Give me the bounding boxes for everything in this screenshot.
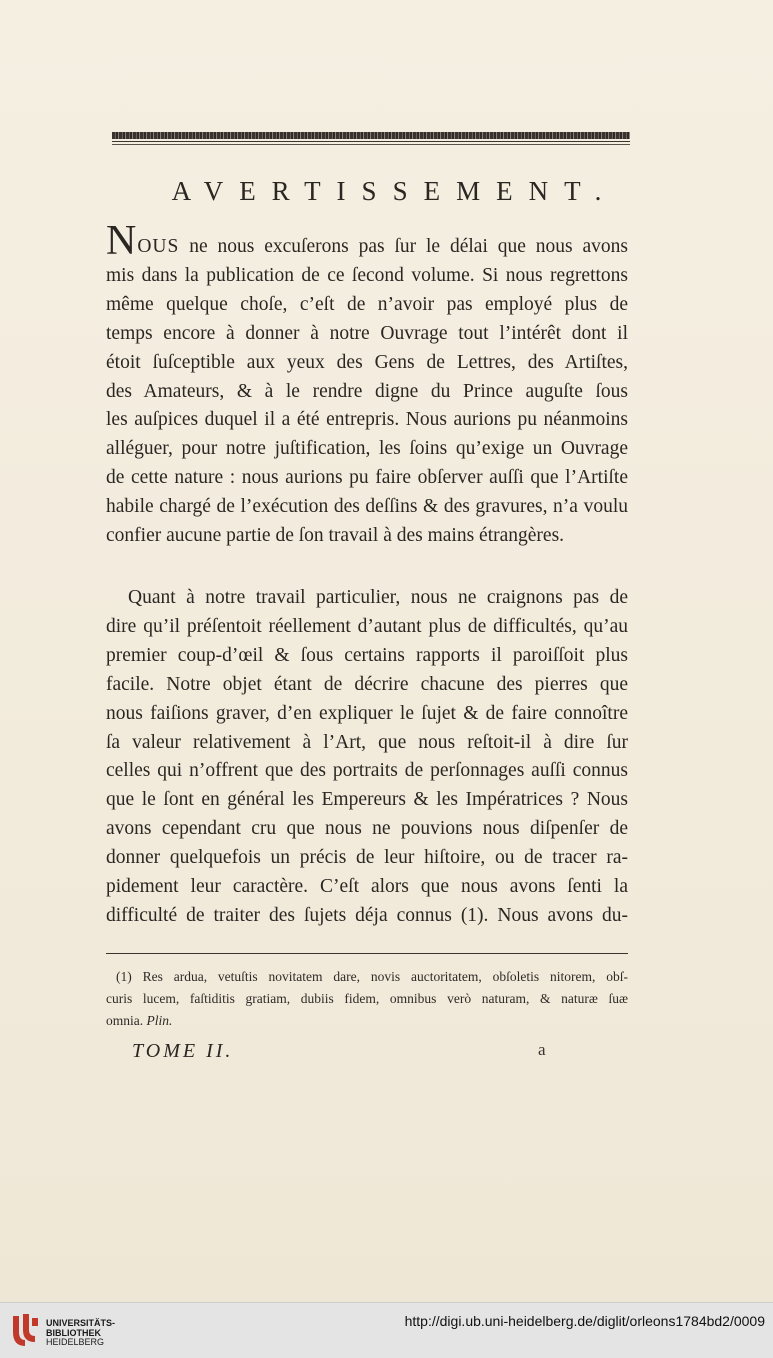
sheet-signature: a xyxy=(538,1040,546,1059)
paragraph-line: ſa valeur relativement à l’Art, que nous reſtoit-il à dire ſur xyxy=(106,731,628,753)
first-word-rest: OUS xyxy=(137,236,180,257)
paragraph-line: habile chargé de l’exécution des deſſins & des gravures, n’a voulu xyxy=(106,496,628,518)
paragraph-line: alléguer, pour notre juſtification, les ſoins qu’exige un Ouvrage xyxy=(106,438,628,460)
paragraph-line: Quant à notre travail particulier, nous ne craignons pas de xyxy=(128,587,628,608)
paragraph-line: que le ſont en général les Empereurs & les Impératrices ? Nous xyxy=(106,789,628,811)
paragraph-line: pidement leur caractère. C’eſt alors que nous avons ſenti la xyxy=(106,876,628,898)
paragraph-line: difficulté de traiter des ſujets déja connus (1). Nous avons du- xyxy=(106,904,628,926)
footnote-line: (1) Res ardua, vetuſtis novitatem dare, novis auctoritatem, obſoletis nitorem, obſ- xyxy=(116,969,628,984)
paragraph-line: nous faiſions graver, d’en expliquer le ſujet & de faire connoître xyxy=(106,702,628,724)
footnote xyxy=(106,966,628,1032)
permalink-url[interactable]: http://digi.ub.uni-heidelberg.de/diglit/orleons1784bd2/0009 xyxy=(404,1313,765,1329)
paragraph-1 xyxy=(106,218,628,551)
footnote-rule xyxy=(106,953,628,954)
paragraph-line: facile. Notre objet étant de décrire chacune des pierres que xyxy=(106,673,628,695)
paragraph-line: confier aucune partie de ſon travail à des mains étrangères. xyxy=(106,525,565,547)
paragraph-line: dire qu’il préſentoit réellement d’autant plus de difficultés, qu’au xyxy=(106,615,628,637)
paragraph-line: même quelque choſe, c’eſt de n’avoir pas employé plus de xyxy=(106,293,628,315)
paragraph-line: de cette nature : nous aurions pu faire obſerver auſſi que l’Artiſte xyxy=(106,467,628,489)
paragraph-line: temps encore à donner à notre Ouvrage tout l’intérêt dont il xyxy=(106,322,628,344)
paragraph-2 xyxy=(106,584,628,931)
header-ornament-rule xyxy=(112,132,630,150)
paragraph-line: avons cependant cru que nous ne pouvions nous diſpenſer de xyxy=(106,818,628,840)
university-library-logo-icon[interactable] xyxy=(10,1312,40,1348)
footnote-line: curis lucem, faſtiditis gratiam, dubiis fidem, omnibus verò naturam, & naturæ ſuæ xyxy=(106,991,628,1006)
library-name[interactable]: UNIVERSITÄTS- BIBLIOTHEK HEIDELBERG xyxy=(46,1318,116,1347)
volume-mark: TOME II. xyxy=(132,1040,234,1062)
paragraph-line: donner quelquefois un précis de leur hiſtoire, ou de tracer ra- xyxy=(106,847,628,869)
paragraph-line: étoit ſuſceptible aux yeux des Gens de Lettres, des Artiſtes, xyxy=(106,351,628,373)
footnote-line: omnia. Plin. xyxy=(106,1013,173,1028)
paragraph-line: les auſpices duquel il a été entrepris. Nous aurions pu néanmoins xyxy=(106,409,628,431)
footnote-source: Plin. xyxy=(146,1013,173,1028)
paragraph-line: celles qui n’offrent que des portraits de perſonnages auſſi connus xyxy=(106,760,628,782)
drop-cap: N xyxy=(106,218,137,264)
paragraph-line: NOUS ne nous excuſerons pas ſur le délai que nous avons xyxy=(106,218,628,264)
viewer-footer xyxy=(0,1302,773,1358)
page-title: AVERTISSEMENT. xyxy=(171,176,618,206)
paragraph-line: des Amateurs, & à le rendre digne du Prince auguſte ſous xyxy=(106,380,628,402)
paragraph-line: premier coup-d’œil & ſous certains rapports il paroiſſoit plus xyxy=(106,644,628,666)
paragraph-line: mis dans la publication de ce ſecond volume. Si nous regrettons xyxy=(106,264,628,286)
